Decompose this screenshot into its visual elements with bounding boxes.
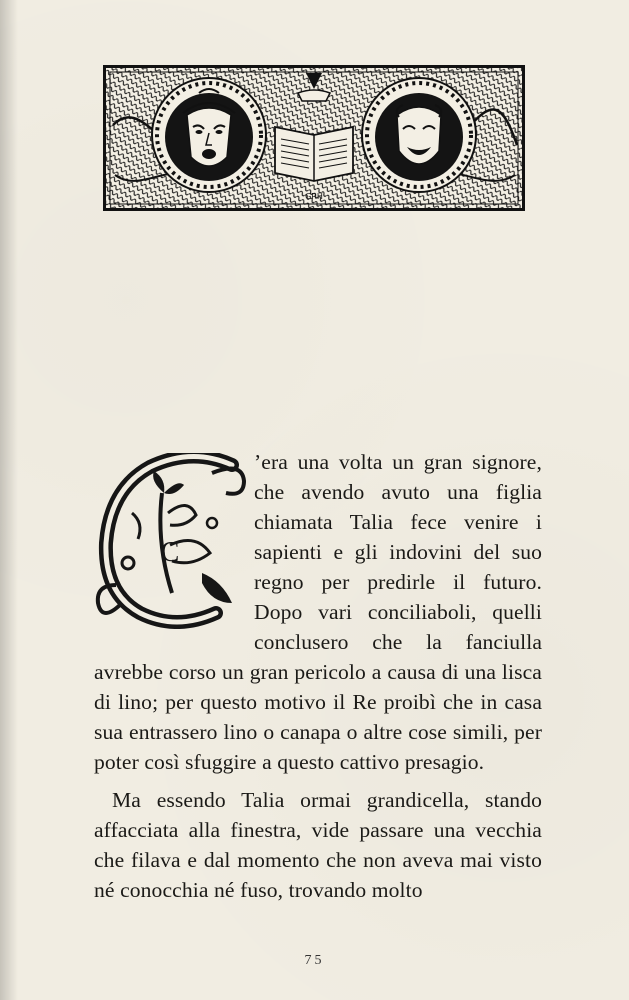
paragraph-1-text: ’era una volta un gran signore, che avendo avuto una figlia chiamata Talia fece venire i sapienti e gli indovini del suo regno per predirle il futuro. Dopo vari conciliaboli, quelli conclusero che la fanciulla avrebbe corso un gran pericolo a causa di una lisca di lino; per questo motivo il Re proibì che in casa sua entrassero lino o canapa o altre cose simili, per poter così sfuggire a questo cattivo presagio. bbox=[94, 450, 542, 774]
tragedy-mask-icon bbox=[152, 78, 266, 192]
page-number: 75 bbox=[304, 953, 325, 968]
dropcap-letter bbox=[92, 453, 248, 629]
story-text bbox=[94, 447, 542, 905]
page-spine-shadow bbox=[0, 0, 18, 1000]
dropcap-letter-text: C bbox=[160, 537, 180, 568]
header-ornament bbox=[103, 65, 525, 211]
paragraph-1 bbox=[94, 447, 542, 777]
comedy-mask-icon bbox=[362, 78, 476, 192]
ornament-monogram: GRH bbox=[305, 192, 323, 201]
paragraph-2: Ma essendo Talia ormai grandicella, stando affacciata alla finestra, vide passare una vecchia che filava e dal momento che non aveva mai visto né conocchia né fuso, trovando molto bbox=[94, 788, 542, 902]
